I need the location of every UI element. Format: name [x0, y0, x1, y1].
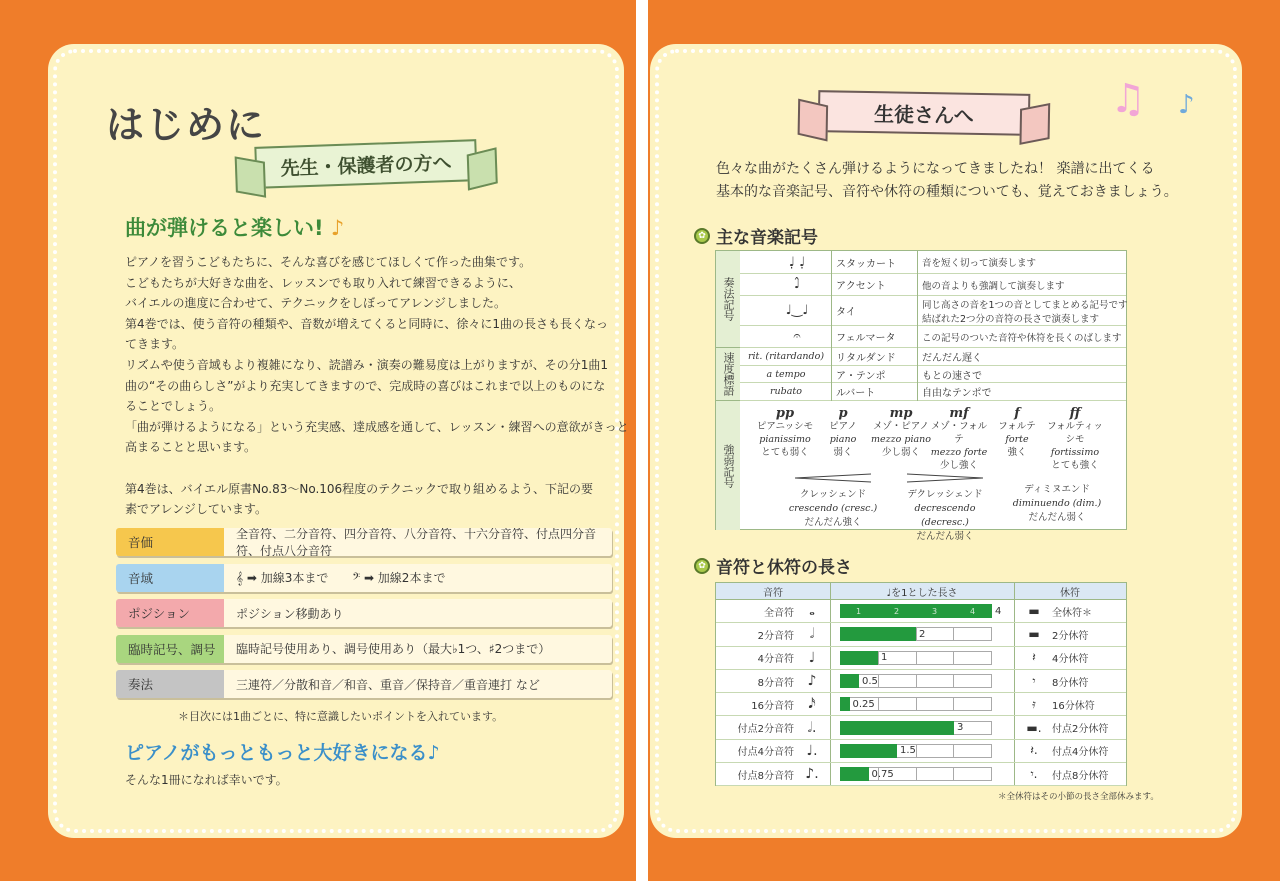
hairpin-name: クレッシェンド	[799, 489, 867, 500]
body-line: リズムや使う音域もより複雑になり、読譜み・演奏の難易度は上がりますが、その分1曲1	[125, 357, 609, 372]
element-label: 音価	[116, 528, 224, 556]
rest-name: 2分休符	[1052, 630, 1089, 642]
track-cell	[917, 745, 955, 757]
element-value: 三連符／分散和音／和音、重音／保持音／重音連打 など	[224, 670, 612, 698]
tick-label: 2	[894, 606, 900, 616]
note-name: 8分音符	[757, 677, 794, 689]
body-line: 「曲が弾けるようになる」という充実感、達成感を通して、レッスン・練習への意欲がきっと	[125, 419, 629, 434]
tempo-row	[740, 348, 1126, 366]
body-line: 曲の“その曲らしさ”がより充実してきますので、完成時の喜びはこれまで以上のものにな	[125, 378, 606, 393]
hairpin-italian: crescendo (cresc.)	[788, 503, 878, 514]
track-cell	[954, 745, 991, 757]
note-symbol: 𝅗𝅥.	[807, 719, 817, 736]
element-label: 臨時記号、調号	[116, 635, 224, 663]
section-heading-notes: ✿ 音符と休符の長さ	[694, 553, 852, 578]
hairpin-item	[890, 473, 1000, 544]
track-cell	[879, 698, 917, 710]
tempo-term: rubato	[770, 386, 802, 398]
length-value: 0.25	[852, 698, 875, 710]
body-line: 第4巻は、バイエル原書No.83〜No.106程度のテクニックで取り組めるよう、下記の要	[125, 481, 593, 496]
header-rest: 休符	[1014, 583, 1126, 600]
symbol-name: スタッカート	[836, 258, 896, 270]
element-value: 全音符、二分音符、四分音符、八分音符、十六分音符、付点四分音符、付点八分音符	[224, 528, 612, 556]
body-line: バイエルの進度に合わせて、テクニックをしぼってアレンジしました。	[125, 296, 507, 311]
note-row	[716, 647, 1126, 670]
hairpin-meaning: だんだん弱く	[1028, 512, 1086, 523]
length-bar	[840, 767, 869, 781]
tempo-desc: 自由なテンポで	[922, 388, 992, 400]
dynamic-item	[928, 407, 990, 472]
tick-label: 3	[932, 606, 938, 616]
rest-symbol: 𝄾	[1032, 673, 1036, 688]
dynamic-meaning: とても強く	[1051, 460, 1099, 471]
dynamic-italian: mezzo piano	[870, 434, 931, 445]
hairpin-item	[1002, 473, 1112, 525]
tempo-row	[740, 366, 1126, 384]
length-bar	[840, 697, 850, 711]
symbol-desc: 同じ高さの音を1つの音としてまとめる記号です 結ばれた2つ分の音符の長さで演奏します	[922, 299, 1128, 325]
note-row	[716, 717, 1126, 740]
tempo-name: ルバート	[836, 388, 876, 400]
dynamic-mark: f	[1014, 406, 1020, 421]
tempo-row	[740, 383, 1126, 401]
element-label: 音域	[116, 564, 224, 592]
rest-symbol: ▬	[1028, 604, 1040, 619]
note-symbol: ♩	[808, 649, 816, 666]
header-note: 音符	[716, 583, 830, 600]
symbol-name: タイ	[836, 307, 856, 318]
hairpin-meaning: だんだん弱く	[916, 531, 974, 542]
rest-symbol: 𝄾.	[1030, 766, 1038, 781]
closing-heading: ピアノがもっともっと大好きになる♪	[125, 742, 440, 764]
rest-name: 8分休符	[1052, 677, 1089, 689]
rest-name: 付点2分休符	[1052, 724, 1109, 736]
symbol-row	[740, 296, 1126, 326]
symbol-name: アクセント	[836, 281, 886, 292]
rest-name: 4分休符	[1052, 654, 1089, 666]
dynamic-mark: ff	[1069, 406, 1081, 421]
rest-name: 全休符＊	[1052, 607, 1092, 619]
element-value: ポジション移動あり	[224, 599, 612, 627]
body-line	[125, 458, 611, 479]
music-symbols-table	[715, 250, 1128, 542]
track-cell	[917, 768, 955, 780]
body-line: 素でアレンジしています。	[125, 502, 267, 517]
length-bar	[840, 744, 897, 758]
symbol-row	[740, 326, 1126, 348]
body-line: てきます。	[125, 337, 185, 352]
dynamic-item	[870, 407, 932, 459]
toc-note: ＊目次には1曲ごとに、特に意識したいポイントを入れています。	[178, 710, 504, 723]
dynamic-meaning: 少し弱く	[881, 447, 920, 458]
length-bar	[840, 651, 878, 665]
rest-symbol: ▬	[1028, 627, 1040, 642]
note-symbol: ♪	[807, 673, 817, 690]
note-name: 2分音符	[757, 630, 794, 642]
column-divider	[831, 251, 832, 401]
rest-name: 16分休符	[1052, 700, 1095, 712]
whole-rest-note: ＊全休符はその小節の長さ全部休みます。	[998, 792, 1159, 802]
tempo-term: a tempo	[766, 368, 806, 380]
note-name: 4分音符	[757, 654, 794, 666]
flower-icon: ✿	[694, 228, 710, 244]
music-note-icon: ♪	[1178, 90, 1195, 120]
symbol-desc: 音を短く切って演奏します	[922, 258, 1037, 269]
dynamic-meaning: 弱く	[833, 447, 853, 458]
track-cell	[879, 675, 917, 687]
rest-symbol: 𝄽.	[1030, 743, 1038, 758]
students-intro: 色々な曲がたくさん弾けるようになってきましたね！ 楽譜に出てくる 基本的な音楽記号、音符や休符の種類についても、覚えておきましょう。	[716, 161, 1178, 200]
note-name: 付点8分音符	[737, 770, 794, 782]
body-line: 第4巻では、使う音符の種類や、音数が増えてくると同時に、徐々に1曲の長さも長くなっ	[125, 316, 609, 331]
length-value: 3	[957, 722, 964, 734]
symbol-name: フェルマータ	[836, 333, 896, 344]
note-name: 付点4分音符	[737, 747, 794, 759]
length-value: 1	[881, 652, 888, 664]
dynamic-meaning: 強く	[1007, 447, 1027, 458]
dynamic-italian: piano	[829, 434, 857, 445]
length-value: 1.5	[900, 745, 916, 757]
length-bar	[840, 721, 954, 735]
body-line: こどもたちが大好きな曲を、レッスンでも取り入れて練習できるように、	[125, 275, 521, 290]
dynamic-item	[812, 407, 874, 459]
element-label: 奏法	[116, 670, 224, 698]
closing-text: そんな1冊になれば幸いです。	[125, 773, 288, 787]
note-row	[716, 600, 1126, 623]
symbol-row	[740, 251, 1126, 274]
length-bar	[840, 627, 916, 641]
length-value: 2	[919, 628, 926, 640]
dynamic-item	[754, 407, 816, 459]
track-cell	[954, 628, 991, 640]
note-symbol: 𝅗𝅥	[809, 626, 815, 643]
dynamic-meaning: とても弱く	[761, 447, 809, 458]
length-value: 0.5	[862, 675, 878, 687]
category-kyojaku: 強弱記号	[716, 401, 740, 530]
element-row	[116, 599, 612, 627]
element-value: 𝄞 ➡ 加線3本まで 𝄢 ➡ 加線2本まで	[224, 564, 612, 592]
music-note-icon: ♪	[323, 216, 345, 240]
note-symbol: 𝅘𝅥𝅯	[808, 696, 816, 713]
rest-name: 付点8分休符	[1052, 770, 1109, 782]
tempo-desc: だんだん遅く	[922, 352, 982, 364]
note-name: 付点2分音符	[737, 724, 794, 736]
rest-symbol: ▬.	[1026, 720, 1042, 735]
symbol-glyph: ♩‿♩	[785, 303, 809, 318]
element-row	[116, 564, 612, 592]
rest-name: 付点4分休符	[1052, 747, 1109, 759]
dynamic-name: フォルテ	[998, 421, 1036, 432]
note-row	[716, 763, 1126, 786]
tempo-name: ア・テンポ	[836, 370, 886, 382]
tick-label: 4	[970, 606, 976, 616]
tempo-desc: もとの速さで	[922, 370, 982, 382]
ribbon-teachers: 先生・保護者の方へ	[254, 139, 477, 189]
note-row	[716, 670, 1126, 693]
element-row	[116, 670, 612, 698]
track-cell	[954, 652, 991, 664]
note-length-table	[715, 582, 1127, 786]
note-row	[716, 693, 1126, 716]
spine	[636, 0, 648, 881]
note-symbol: ♩.	[806, 742, 818, 759]
dynamic-name: メゾ・フォルテ	[930, 421, 988, 445]
length-value: 4	[995, 605, 1002, 617]
tick-label: 1	[856, 606, 862, 616]
symbol-row	[740, 274, 1126, 296]
dynamic-italian: pianissimo	[759, 434, 811, 445]
note-row	[716, 740, 1126, 763]
track-cell	[954, 768, 991, 780]
element-table	[116, 528, 612, 706]
symbol-desc: この記号のついた音符や休符を長くのばします	[922, 332, 1122, 344]
tempo-term: rit. (ritardando)	[747, 350, 825, 362]
decrescendo-hairpin	[1002, 473, 1112, 483]
hairpin-italian: diminuendo (dim.)	[1012, 498, 1102, 509]
dynamic-italian: forte	[1005, 434, 1029, 445]
crescendo-hairpin	[778, 473, 888, 488]
length-bar	[840, 674, 859, 688]
length-value: 0.75	[871, 768, 894, 780]
track-cell	[917, 675, 955, 687]
page-title: はじめに	[106, 103, 267, 147]
dynamic-mark: pp	[775, 406, 795, 421]
tempo-name: リタルダンド	[836, 352, 896, 364]
note-row	[716, 623, 1126, 646]
hairpin-name: デクレッシェンド	[907, 489, 983, 500]
dynamic-name: ピアノ	[829, 421, 857, 432]
dynamic-name: ピアニッシモ	[756, 421, 814, 432]
flower-icon: ✿	[694, 558, 710, 574]
header-length: ♩を1とした長さ	[830, 583, 1014, 600]
note-name: 16分音符	[751, 700, 794, 712]
dynamic-mark: mp	[889, 406, 913, 421]
track-cell	[917, 652, 955, 664]
music-notes-icon: ♫	[1110, 76, 1146, 122]
hairpin-item	[778, 473, 888, 530]
dynamic-italian: fortissimo	[1050, 447, 1100, 458]
note-name: 全音符	[764, 607, 794, 619]
intro-body	[125, 252, 629, 520]
hairpin-meaning: だんだん強く	[804, 517, 862, 528]
section-heading-symbols: ✿ 主な音楽記号	[694, 223, 818, 248]
column-divider	[917, 251, 918, 401]
body-line: ることでしょう。	[125, 399, 222, 414]
body-line: 高まることと思います。	[125, 440, 257, 455]
ribbon-students: 生徒さんへ	[818, 90, 1031, 136]
dynamic-mark: mf	[949, 406, 969, 421]
lead-heading: 曲が弾けると楽しい! ♪	[125, 216, 345, 240]
element-value: 臨時記号使用あり、調号使用あり（最大♭1つ、♯2つまで）	[224, 635, 612, 663]
dynamic-name: メゾ・ピアノ	[873, 421, 929, 432]
rest-symbol: 𝄿	[1032, 696, 1036, 711]
hairpin-icon	[793, 473, 873, 483]
element-row	[116, 635, 612, 663]
track-cell	[954, 698, 991, 710]
hairpin-icon	[905, 473, 985, 483]
dynamic-italian: mezzo forte	[930, 447, 988, 458]
dynamic-name: フォルティッシモ	[1047, 421, 1103, 445]
dynamic-mark: p	[838, 406, 848, 421]
hairpin-italian: decrescendo (decresc.)	[914, 503, 976, 528]
symbol-desc: 他の音よりも強調して演奏します	[922, 280, 1065, 292]
element-row	[116, 528, 612, 556]
track-cell	[954, 675, 991, 687]
symbol-glyph: ♩̣ ♩̣	[788, 254, 806, 270]
note-symbol: 𝅝	[809, 603, 815, 620]
dynamic-item	[986, 407, 1048, 459]
symbol-glyph: ♩̂	[793, 277, 801, 292]
hairpin-name: ディミヌエンド	[1024, 484, 1090, 495]
symbol-glyph: 𝄐	[793, 329, 801, 344]
decrescendo-hairpin	[890, 473, 1000, 488]
category-sohou: 奏法記号	[716, 251, 740, 348]
note-symbol: ♪.	[805, 766, 819, 783]
dynamic-meaning: 少し強く	[939, 460, 978, 471]
element-label: ポジション	[116, 599, 224, 627]
rest-symbol: 𝄽	[1032, 650, 1036, 665]
category-sokudo: 速度標語	[716, 348, 740, 401]
body-line: ピアノを習うこどもたちに、そんな喜びを感じてほしくて作った曲集です。	[125, 255, 532, 269]
dynamic-item	[1044, 407, 1106, 472]
track-cell	[917, 698, 955, 710]
